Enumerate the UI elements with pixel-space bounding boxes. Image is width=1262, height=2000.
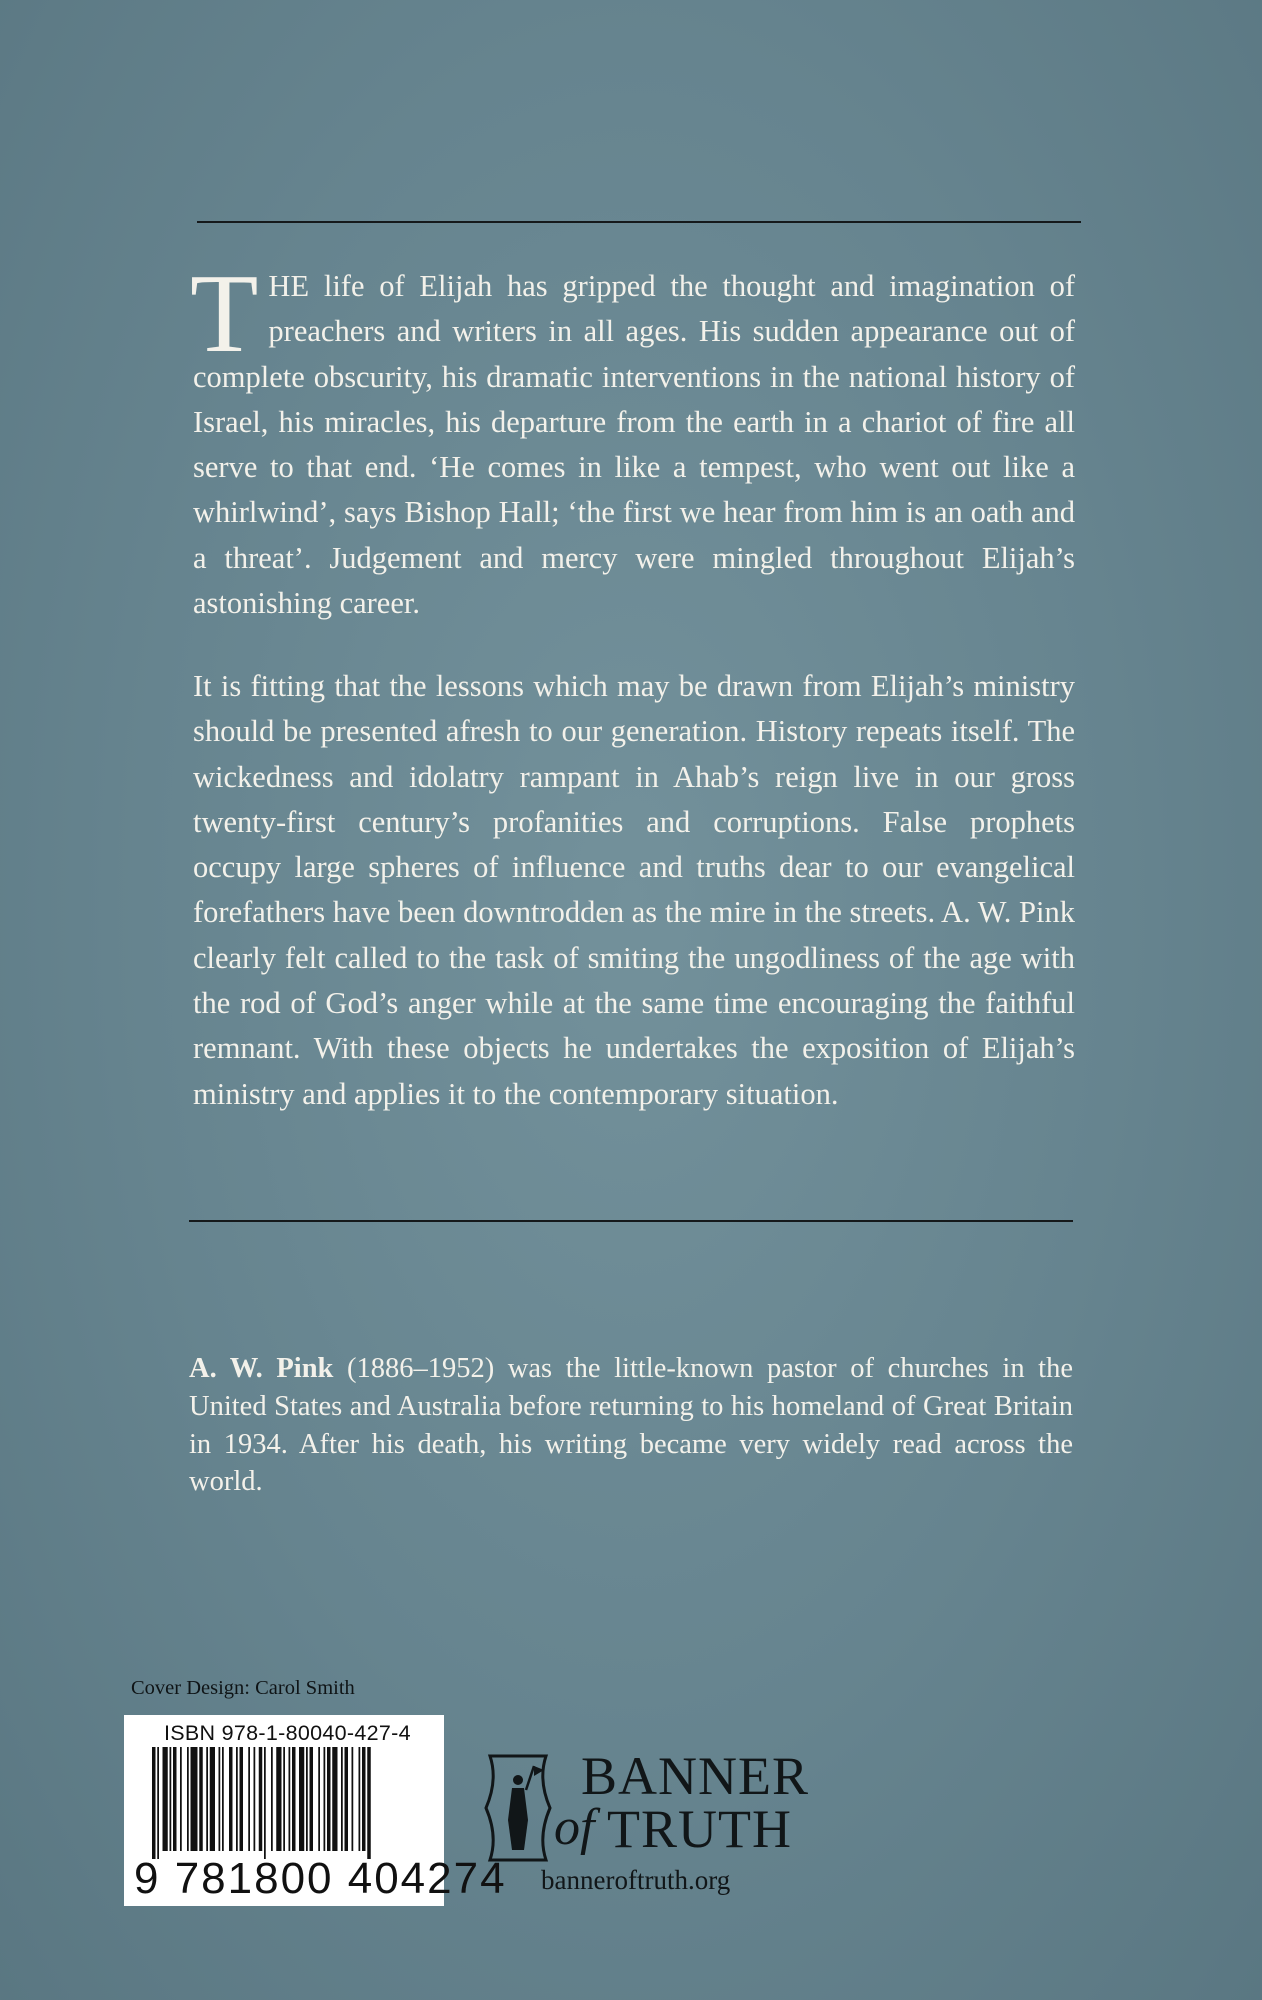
banner-of-truth-emblem-icon bbox=[478, 1750, 558, 1866]
barcode-bar bbox=[199, 1747, 203, 1851]
barcode-bar bbox=[254, 1747, 256, 1851]
publisher-website: banneroftruth.org bbox=[541, 1865, 731, 1895]
barcode-bar bbox=[367, 1747, 371, 1859]
cover-design-credit: Cover Design: Carol Smith bbox=[131, 1677, 355, 1699]
barcode-bar bbox=[173, 1747, 177, 1851]
barcode-bar bbox=[271, 1747, 273, 1851]
author-name: A. W. Pink bbox=[189, 1353, 334, 1384]
barcode-bar bbox=[152, 1747, 156, 1859]
barcode-bar bbox=[264, 1747, 266, 1859]
barcode-bar bbox=[283, 1747, 285, 1851]
barcode-bar bbox=[345, 1747, 349, 1851]
barcode-bar bbox=[163, 1747, 168, 1851]
barcode-bar bbox=[341, 1747, 343, 1851]
barcode-bar bbox=[299, 1747, 304, 1851]
barcode-bar bbox=[157, 1747, 159, 1859]
barcode-bar bbox=[210, 1747, 215, 1851]
barcode-bar bbox=[310, 1747, 314, 1851]
barcode-bar bbox=[324, 1747, 326, 1851]
barcode-bar bbox=[206, 1747, 208, 1851]
blurb-paragraph-1-text: HE life of Elijah has gripped the thought and imagination of preachers and writers in all ages. His sudden appearance out of complete obscurity, his dramatic interventions in the national history of Israel, his miracles, his departure from the earth in a chariot of fire all serve to that end. ‘He comes in like a tempest, who went out like a whirlwind’, says Bishop Hall; ‘the first we hear from him is an oath and a threat’. Judgement and mercy were mingled throughout Elijah’s astonishing career. bbox=[193, 269, 1075, 621]
barcode-bar bbox=[359, 1747, 361, 1851]
author-bio bbox=[189, 1350, 1073, 1501]
isbn-barcode bbox=[124, 1715, 507, 1906]
barcode-bar bbox=[327, 1747, 331, 1851]
barcode-bar bbox=[318, 1747, 320, 1851]
barcode-bar bbox=[306, 1747, 308, 1851]
barcode-bar bbox=[240, 1747, 244, 1851]
barcode-bar bbox=[352, 1747, 354, 1851]
barcode-bar bbox=[292, 1747, 296, 1851]
barcode-bar bbox=[289, 1747, 291, 1851]
author-bio-text: (1886–1952) was the little-known pastor of churches in the United States and Australia before returning to his homeland of Great Britain in 1934. After his death, his writing became very widely read across the world. bbox=[189, 1353, 1074, 1498]
publisher-name-line1: BANNER bbox=[581, 1746, 810, 1806]
barcode-bar bbox=[170, 1747, 172, 1851]
barcode-bar bbox=[180, 1747, 182, 1851]
barcode-bars bbox=[152, 1747, 420, 1859]
barcode-bar bbox=[362, 1747, 366, 1851]
isbn-label: ISBN 978-1-80040-427-4 bbox=[164, 1721, 411, 1745]
barcode-bar bbox=[236, 1747, 238, 1851]
publisher-name-line2: TRUTH bbox=[607, 1799, 792, 1859]
barcode-bar bbox=[187, 1747, 189, 1851]
barcode-bar bbox=[259, 1747, 263, 1851]
barcode-bar bbox=[248, 1747, 250, 1851]
drop-cap: T bbox=[190, 252, 259, 376]
barcode-bar bbox=[219, 1747, 221, 1851]
barcode-bar bbox=[276, 1747, 281, 1851]
publisher-name-of: of bbox=[554, 1799, 595, 1856]
blurb-paragraph-2 bbox=[193, 664, 1075, 1117]
barcode-bar bbox=[222, 1747, 224, 1851]
blurb-paragraph-2-text: It is fitting that the lessons which may be drawn from Elijah’s ministry should be presented afresh to our generation. History repeats itself. The wickedness and idolatry rampant in Ahab’s reign live in our gross twenty-first century’s profanities and corruptions. False prophets occupy large spheres of influence and truths dear to our evangelical forefathers have been downtrodden as the mire in the streets. A. W. Pink clearly felt called to the task of smiting the ungodliness of the age with the rod of God’s anger while at the same time encouraging the faithful remnant. With these objects he undertakes the exposition of Elijah’s ministry and applies it to the contemporary situation. bbox=[193, 669, 1075, 1111]
barcode-bar bbox=[229, 1747, 233, 1851]
barcode-digits: 9 781800 404274 bbox=[134, 1854, 507, 1903]
barcode-bar bbox=[191, 1747, 198, 1851]
top-divider bbox=[197, 221, 1081, 223]
middle-divider bbox=[189, 1220, 1073, 1222]
blurb-paragraph-1 bbox=[190, 252, 1075, 626]
barcode-bar bbox=[332, 1747, 337, 1851]
